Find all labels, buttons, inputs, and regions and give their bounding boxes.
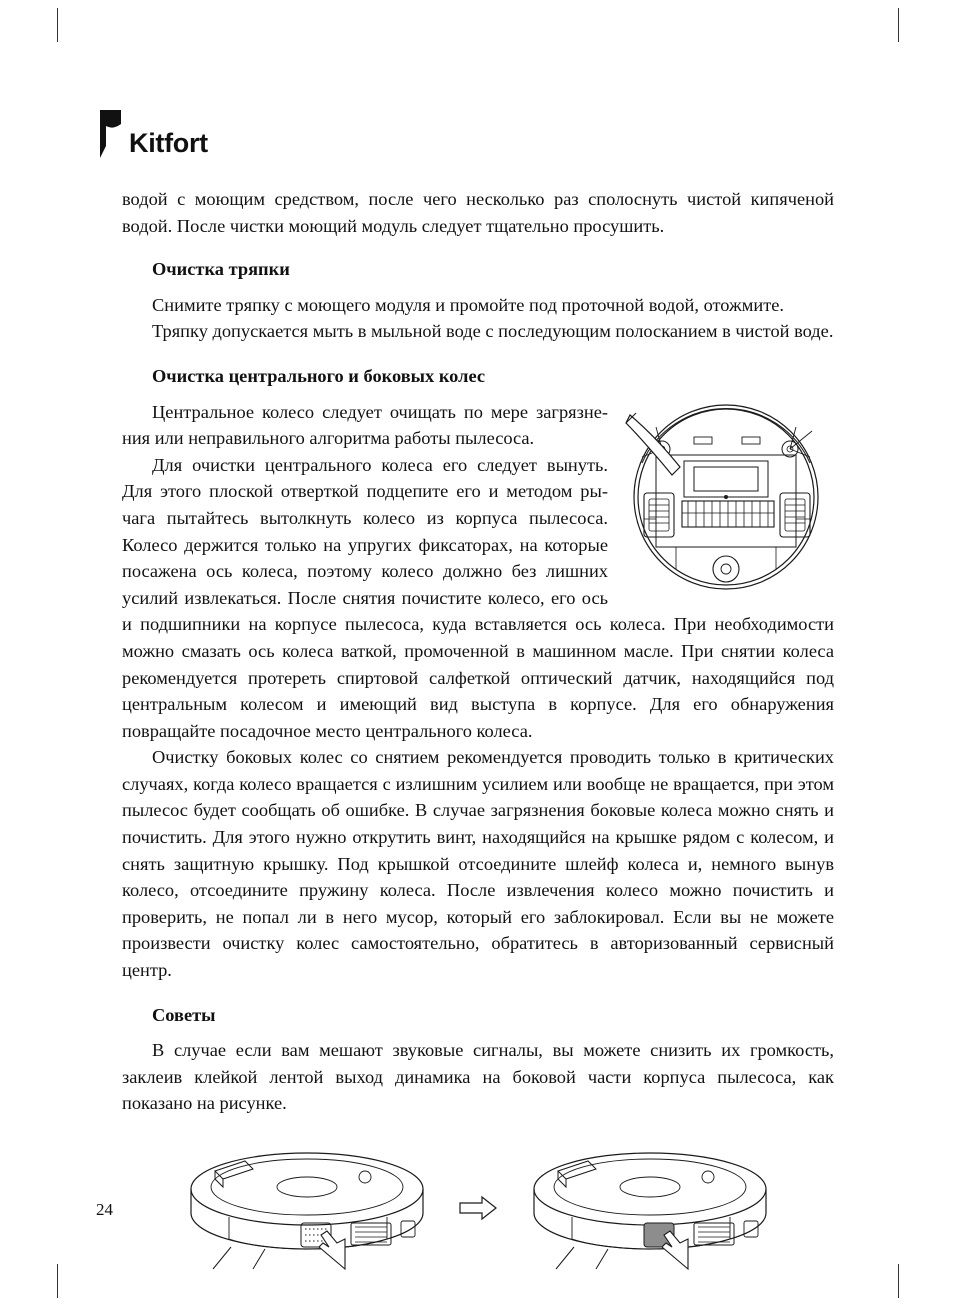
paragraph-wheels-1: Центральное колесо следует очищать по мере загрязнения или неправильного алгоритма работы пылесоса. (122, 401, 608, 449)
crop-mark-top-right (898, 8, 899, 42)
speaker-taping-figure-row (122, 1143, 834, 1278)
section-heading-tips: Советы (152, 1004, 216, 1025)
robot-vacuum-bottom-view-diagram (622, 401, 834, 601)
intro-paragraph: водой с моющим средством, после чего несколько раз сполоснуть чистой кипяченой водой. После чистки моющий модуль следует тщательно просушить. (122, 189, 834, 236)
brand-logo (97, 108, 208, 160)
paragraph-cloth-1: Снимите тряпку с моющего модуля и промойте под проточной водой, отожмите. (152, 294, 785, 315)
page-content (122, 186, 834, 1278)
crop-mark-bottom-left (57, 1264, 58, 1298)
robot-vacuum-side-speaker-taped-diagram (512, 1143, 787, 1278)
crop-mark-bottom-right (898, 1264, 899, 1298)
wheels-text-with-figure (122, 399, 834, 745)
paragraph-tips-1: В случае если вам мешают звуковые сигналы, вы можете снизить их громкость, заклеив клейкой лентой выход динамика на боковой части корпуса пылесоса, как показано на рисунке. (122, 1040, 834, 1114)
crop-mark-top-left (57, 8, 58, 42)
paragraph-wheels-3: Очистку боковых колес со снятием рекомендуется проводить только в критических случаях, когда колесо вращается с излишним усилием или вообще не вращается, при этом пылесос будет сообщать об ошибке. В случае загрязнения боковые колеса можно снять и почистить. Для этого нужно открутить винт, находящийся на крышке рядом с колесом, и снять защитную крышку. Под крышкой отсоедините шлейф колеса и, немного вынув колесо, отсоедините пружину колеса. После извлечения колесо можно почистить и проверить, не попал ли в него мусор, который его заблокировал. Если вы не можете произвести очистку колес самостоятельно, обратитесь в авторизованный сервисный центр. (122, 747, 834, 981)
page-number: 24 (96, 1200, 113, 1219)
paragraph-cloth-2: Тряпку допускается мыть в мыльной воде с последующим полосканием в чистой воде. (152, 321, 834, 342)
robot-vacuum-side-speaker-open-diagram (169, 1143, 444, 1278)
section-heading-wheels: Очистка центрального и боковых колес (152, 365, 485, 386)
brand-name: Kitfort (129, 128, 208, 158)
right-arrow-icon (458, 1194, 498, 1227)
paragraph-wheels-2: Для очистки центрального колеса его следует вынуть. Для этого плоской отверткой подцепите его и методом рычага пытайтесь вытолкнуть колесо из корпуса пылесоса. Колесо держится только на упругих фиксаторах, на которые посажена ось колеса, поэтому колесо должно без лишних усилий извлекаться. После снятия почистите колесо, его ось и подшипники на корпусе пылесоса, куда вставляется ось колеса. При необходимости можно смазать ось колеса ваткой, промоченной в машинном масле. При снятии колеса рекомендуется протереть спиртовой салфеткой оптический датчик, находящийся под центральным колесом и имеющий вид выступа в корпусе. Для его обнаружения повращайте посадочное место центрального колеса. (122, 454, 834, 741)
kitfort-flag-logo-icon (97, 108, 123, 160)
section-heading-cloth: Очистка тряпки (152, 259, 290, 280)
